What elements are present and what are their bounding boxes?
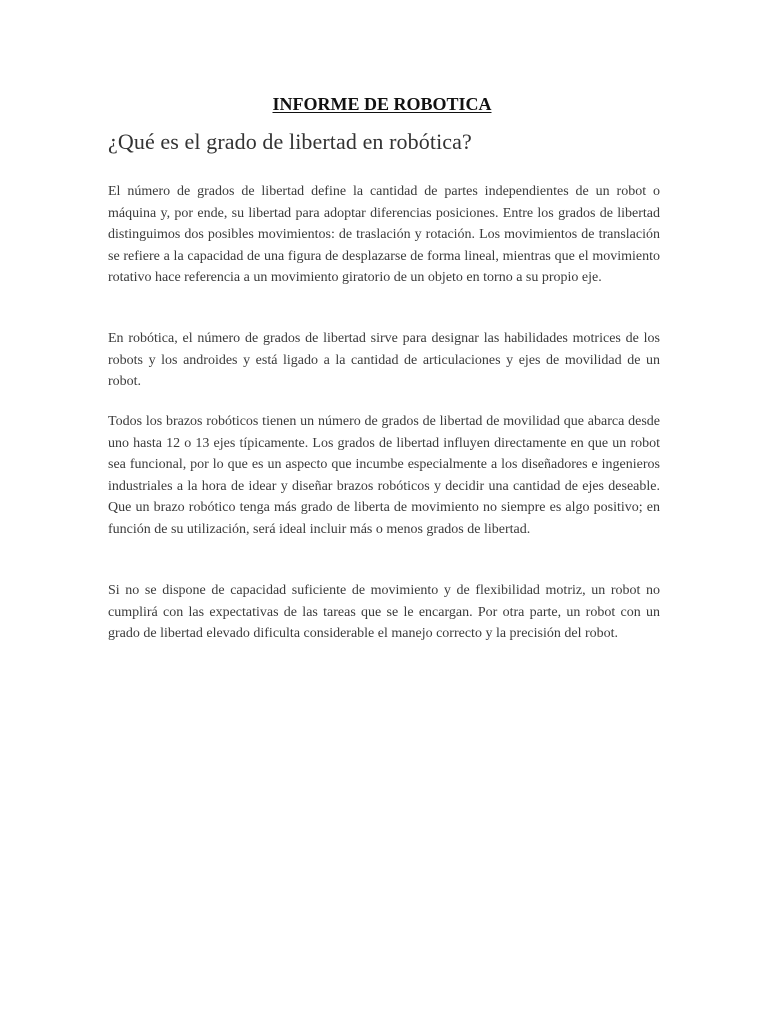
paragraph-3: Todos los brazos robóticos tienen un número de grados de libertad de movilidad que abarca desde uno hasta 12 o 13 ejes típicamente. Los grados de libertad influyen directamente en que un robot sea funcional, por lo que es un aspecto que incumbe especialmente a los diseñadores e ingenieros industriales a la hora de idear y diseñar brazos robóticos y decidir una cantidad de ejes deseable. Que un brazo robótico tenga más grado de liberta de movimiento no siempre es algo positivo; en función de su utilización, será ideal incluir más o menos grados de libertad.	[108, 414, 660, 537]
paragraph-1: El número de grados de libertad define la cantidad de partes independientes de un robot o máquina y, por ende, su libertad para adoptar diferencias posiciones. Entre los grados de libertad distinguimos dos posibles movimientos: de traslación y rotación. Los movimientos de translación se refiere a la capacidad de una figura de desplazarse de forma lineal, mientras que el movimiento rotativo hace referencia a un movimiento giratorio de un objeto en torno a su propio eje.	[108, 184, 660, 285]
paragraph-2: En robótica, el número de grados de libertad sirve para designar las habilidades motrices de los robots y los androides y está ligado a la cantidad de articulaciones y ejes de movilidad de un robot.	[108, 331, 660, 389]
paragraph-4: Si no se dispone de capacidad suficiente de movimiento y de flexibilidad motriz, un robot no cumplirá con las expectativas de las tareas que se le encargan. Por otra parte, un robot con un grado de libertad elevado dificulta considerable el manejo correcto y la precisión del robot.	[108, 583, 660, 641]
document-title-text: INFORME DE ROBOTICA	[272, 94, 492, 114]
section-heading: ¿Qué es el grado de libertad en robótica?	[108, 129, 472, 154]
document-title	[0, 92, 768, 116]
